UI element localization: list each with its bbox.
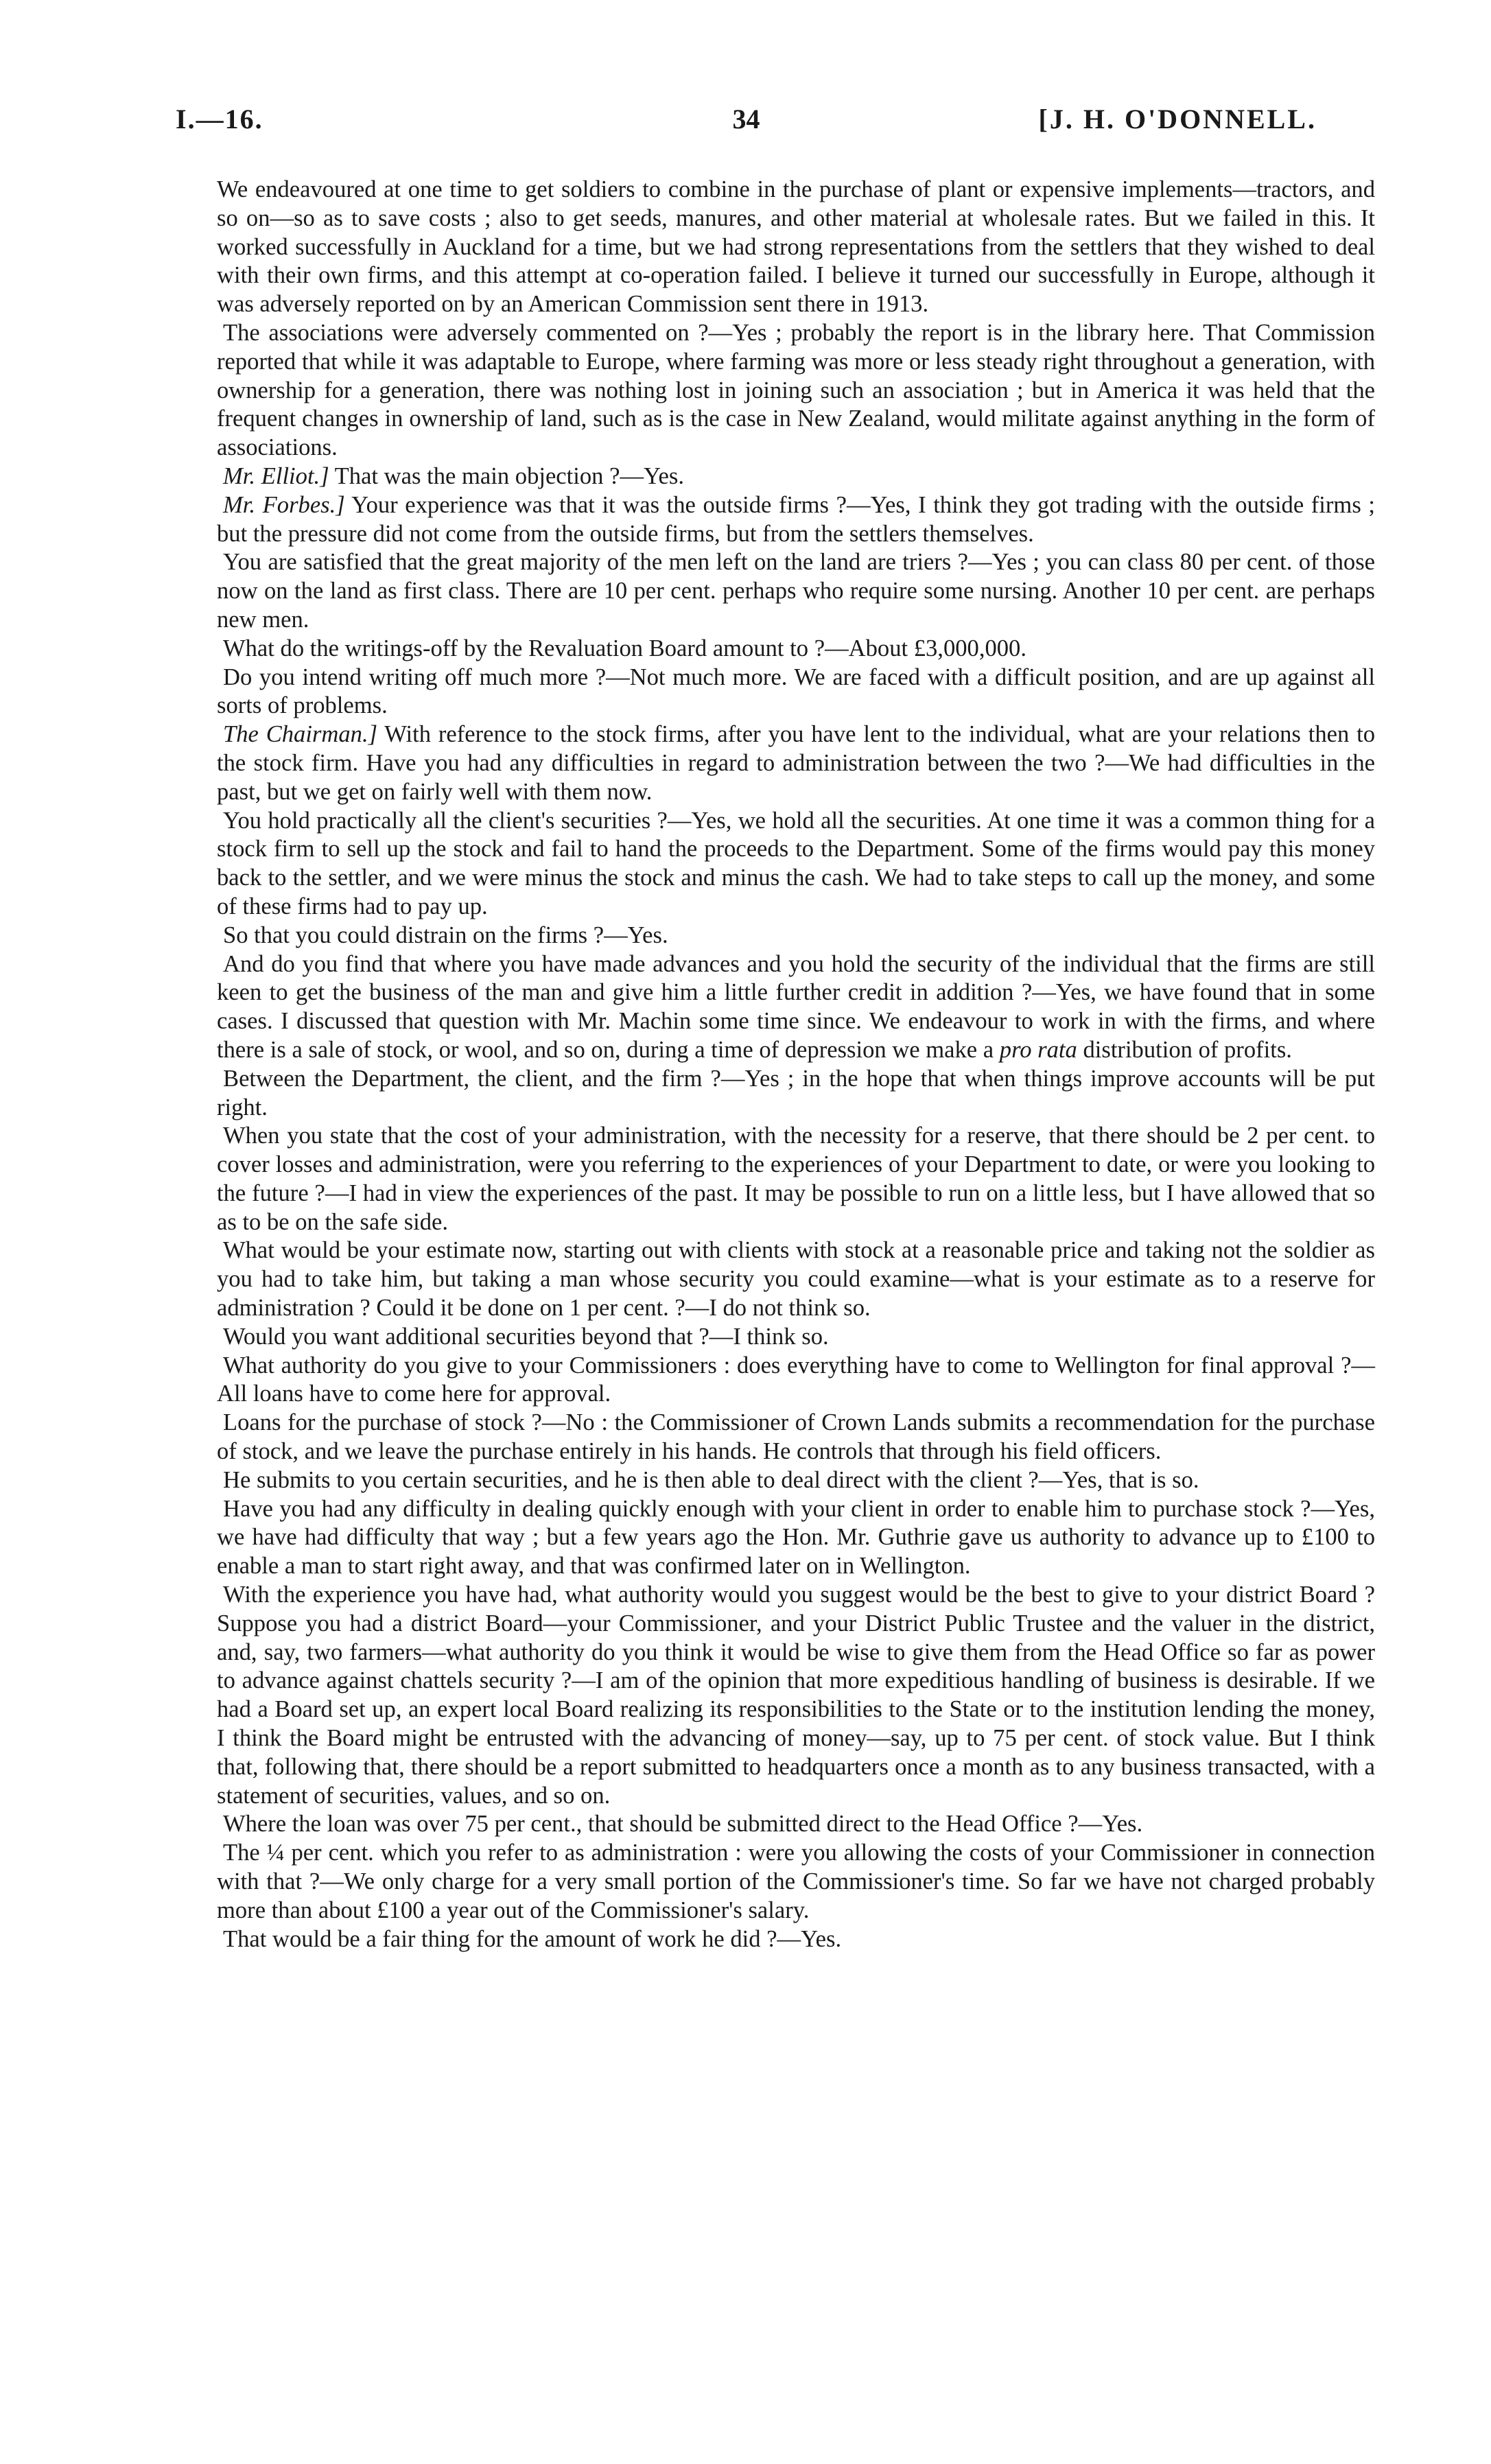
paragraph-text: He submits to you certain securities, and he is then able to deal direct with the client ?—Yes, that is so. (223, 1466, 1199, 1493)
speaker-label: Mr. Elliot.] (223, 462, 329, 489)
paragraph (217, 922, 1375, 950)
paragraph-text: Do you intend writing off much more ?—Not much more. We are faced with a difficult position, and are up against all sorts of problems. (217, 664, 1375, 719)
paragraph (217, 319, 1375, 462)
paragraph-text: That was the main objection ?—Yes. (329, 462, 684, 489)
paragraph (217, 1495, 1375, 1581)
paragraph (217, 1352, 1375, 1409)
paragraph-text: That would be a fair thing for the amount of work he did ?—Yes. (223, 1925, 842, 1952)
paragraph (217, 1065, 1375, 1123)
paragraph (217, 548, 1375, 634)
paragraph-text: What would be your estimate now, starting out with clients with stock at a reasonable price and taking not the soldier as you had to take him, but taking a man whose security you could examine—what is your estimate as to a reserve for administration ? Could it be done on 1 per cent. ?—I do not think so. (217, 1237, 1375, 1322)
paragraph-text: With reference to the stock firms, after you have lent to the individual, what are your relations then to the stock firm. Have you had any difficulties in regard to administration between the two ?—We had difficulties in the past, but we get on fairly well with them now. (217, 721, 1375, 805)
paragraph (217, 1409, 1375, 1466)
paragraph (217, 1122, 1375, 1236)
paragraph-text: When you state that the cost of your administration, with the necessity for a reserve, that there should be 2 per cent. to cover losses and administration, were you referring to the experiences of your Department to date, or were you looking to the future ?—I had in view the experiences of the past. It may be possible to run on a little less, but I have allowed that so as to be on the safe side. (217, 1123, 1375, 1235)
paragraph-text: Between the Department, the client, and the firm ?—Yes ; in the hope that when things improve accounts will be put right. (217, 1065, 1375, 1120)
paragraph (217, 807, 1375, 922)
paragraph (217, 635, 1375, 664)
paragraph-text: We endeavoured at one time to get soldiers to combine in the purchase of plant or expensive implements—tractors, and so on—so as to save costs ; also to get seeds, manures, and other material at wholesale rates. But we failed in this. It worked successfully in Auckland for a time, but we had strong representations from the settlers that they wished to deal with their own firms, and this attempt at co-operation failed. I believe it turned our successfully in Europe, although it was adversely reported on by an American Commission sent there in 1913. (217, 176, 1375, 318)
page-header (176, 103, 1317, 144)
paragraph-text: Your experience was that it was the outside firms ?—Yes, I think they got trading with the outside firms ; but the pressure did not come from the outside firms, but from the settlers themselves. (217, 491, 1375, 547)
paragraph-text: What authority do you give to your Commissioners : does everything have to come to Wellington for final approval ?—All loans have to come here for approval. (217, 1352, 1375, 1407)
paragraph-text: The associations were adversely commented on ?—Yes ; probably the report is in the library here. That Commission reported that while it was adaptable to Europe, where farming was more or less steady right throughout a generation, with ownership for a generation, there was nothing lost in joining such an association ; but in America it was held that the frequent changes in ownership of land, such as is the case in New Zealand, would militate against anything in the form of associations. (217, 319, 1375, 461)
paragraph-text: Have you had any difficulty in dealing quickly enough with your client in order to enable him to purchase stock ?—Yes, we have had difficulty that way ; but a few years ago the Hon. Mr. Guthrie gave us authority to advance up to £100 to enable a man to start right away, and that was confirmed later on in Wellington. (217, 1495, 1375, 1580)
paragraph (217, 950, 1375, 1065)
paragraph (217, 1236, 1375, 1322)
speaker-label: The Chairman.] (223, 721, 378, 748)
paragraph (217, 1581, 1375, 1810)
paragraph-text: What do the writings-off by the Revaluation Board amount to ?—About £3,000,000. (223, 635, 1026, 661)
paragraph (217, 1466, 1375, 1495)
paragraph (217, 720, 1375, 806)
paragraph-text: Where the loan was over 75 per cent., that should be submitted direct to the Head Office ?—Yes. (223, 1811, 1143, 1838)
paragraph (217, 491, 1375, 549)
speaker-label: Mr. Forbes.] (223, 491, 345, 518)
testimony-body (217, 176, 1375, 1953)
paragraph-text: Would you want additional securities beyond that ?—I think so. (223, 1323, 829, 1350)
paragraph (217, 664, 1375, 721)
paragraph (217, 1323, 1375, 1352)
paragraph-text: The ¼ per cent. which you refer to as administration : were you allowing the costs of your Commissioner in connection with that ?—We only charge for a very small portion of the Commissioner's time. So far we have not charged probably more than about £100 a year out of the Commissioner's salary. (217, 1840, 1375, 1923)
paragraph-text: You hold practically all the client's securities ?—Yes, we hold all the securities. At one time it was a common thing for a stock firm to sell up the stock and fail to hand the proceeds to the Department. Some of the firms would pay this money back to the settler, and we were minus the stock and minus the cash. We had to take steps to call up the money, and some of these firms had to pay up. (217, 807, 1375, 919)
paragraph (217, 462, 1375, 491)
paragraph (217, 176, 1375, 319)
paragraph (217, 1810, 1375, 1839)
paragraph (217, 1839, 1375, 1925)
paragraph-text-tail: distribution of profits. (1077, 1036, 1292, 1063)
paragraph-text: You are satisfied that the great majority of the men left on the land are triers ?—Yes ; you can class 80 per cent. of those now on the land as first class. There are 10 per cent. perhaps who require some nursing. Another 10 per cent. are perhaps new men. (217, 549, 1375, 633)
parliamentary-paper-reference: I.—16. (176, 104, 263, 134)
paragraph-text: Loans for the purchase of stock ?—No : the Commissioner of Crown Lands submits a recommendation for the purchase of stock, and we leave the purchase entirely in his hands. He controls that through his field officers. (217, 1409, 1375, 1465)
paragraph-text: And do you find that where you have made advances and you hold the security of the individual that the firms are still keen to get the business of the man and give him a little further credit in addition ?—Yes, we have found that in some cases. I discussed that question with Mr. Machin some time since. We endeavour to work in with the firms, and where there is a sale of stock, or wool, and so on, during a time of depression we make a (217, 950, 1375, 1063)
paragraph-text: With the experience you have had, what authority would you suggest would be the best to give to your district Board ? Suppose you had a district Board—your Commissioner, and your District Public Trustee and the valuer in the district, and, say, two farmers—what authority do you think it would be wise to give them from the Head Office so far as power to advance against chattels security ?—I am of the opinion that more expeditious handling of business is desirable. If we had a Board set up, an expert local Board realizing its responsibilities to the State or to the institution lending the money, I think the Board might be entrusted with the advancing of money—say, up to 75 per cent. of stock value. But I think that, following that, there should be a report submitted to headquarters once a month as to any business transacted, with a statement of securities, values, and so on. (217, 1582, 1375, 1809)
paragraph (217, 1925, 1375, 1954)
witness-name: [J. H. O'DONNELL. (1038, 104, 1317, 134)
page-number: 34 (732, 104, 760, 134)
latin-term: pro rata (999, 1036, 1077, 1063)
paragraph-text: So that you could distrain on the firms ?—Yes. (223, 922, 668, 948)
